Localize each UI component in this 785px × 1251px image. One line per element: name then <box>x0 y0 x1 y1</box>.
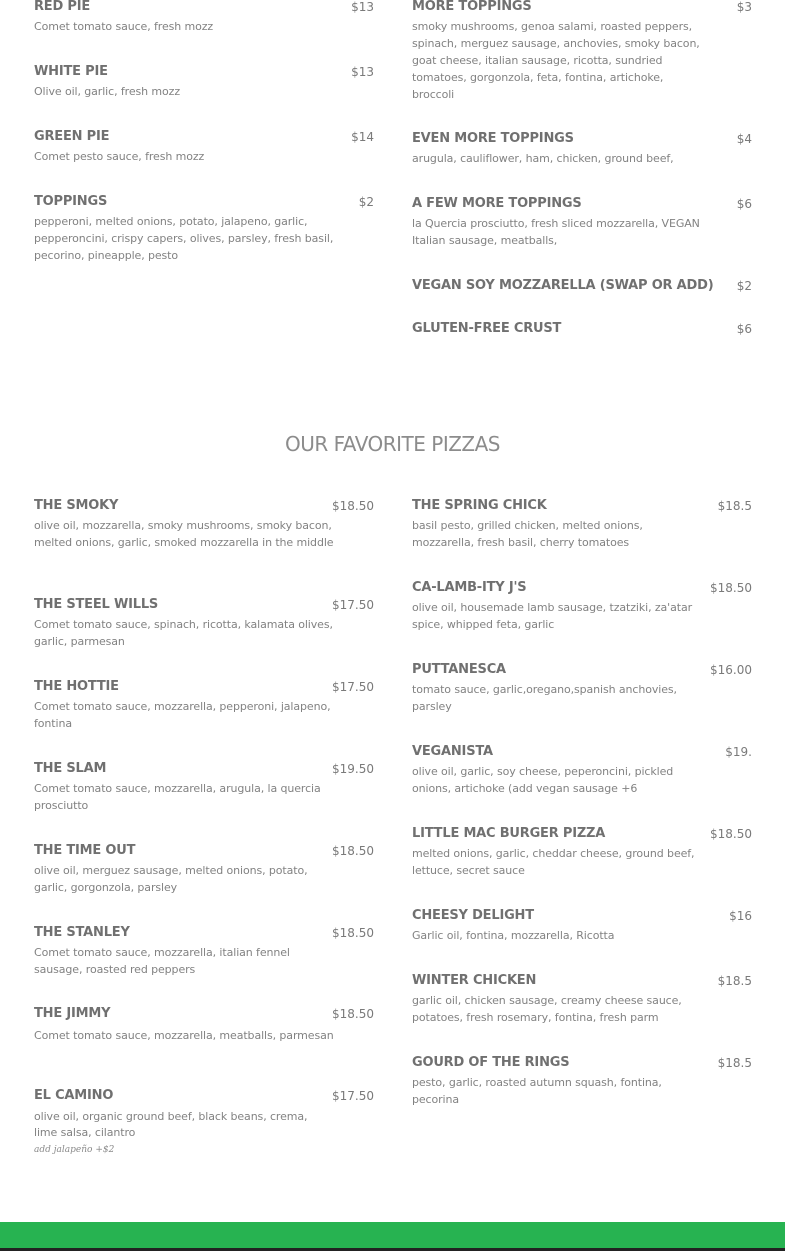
pizza-the-time-out <box>34 843 374 896</box>
item-name: THE SPRING CHICK <box>412 498 547 513</box>
item-name: VEGANISTA <box>412 744 493 759</box>
item-name: LITTLE MAC BURGER PIZZA <box>412 826 606 841</box>
item-description: tomato sauce, garlic,oregano,spanish anchovies, parsley <box>412 683 677 713</box>
item-name: CHEESY DELIGHT <box>412 908 534 923</box>
pizza-little-mac-burger-pizza <box>412 826 752 879</box>
item-price: $18.50 <box>332 499 374 513</box>
item-description: Comet tomato sauce, mozzarella, arugula, la quercia prosciutto <box>34 782 321 812</box>
item-price: $17.50 <box>332 598 374 612</box>
pizza-the-steel-wills <box>34 597 374 650</box>
item-name: VEGAN SOY MOZZARELLA (SWAP OR ADD) <box>412 278 714 293</box>
menu-item-even-more-toppings <box>412 131 752 167</box>
menu-item-green-pie <box>34 129 374 165</box>
item-description: olive oil, organic ground beef, black beans, crema, lime salsa, cilantro <box>34 1110 308 1139</box>
item-name: EVEN MORE TOPPINGS <box>412 131 574 146</box>
item-price: $17.50 <box>332 680 374 694</box>
item-price: $19. <box>725 745 752 759</box>
item-description: olive oil, garlic, soy cheese, peperoncini, pickled onions, artichoke (add vegan sausage +6 <box>412 765 674 795</box>
item-name: THE STANLEY <box>34 925 130 940</box>
pizza-ca-lamb-ity-js <box>412 580 752 633</box>
item-price: $13 <box>351 0 374 14</box>
item-name: THE JIMMY <box>34 1006 111 1021</box>
item-price: $2 <box>736 279 752 293</box>
pizza-the-slam <box>34 761 374 814</box>
item-name: A FEW MORE TOPPINGS <box>412 196 582 211</box>
item-description: Olive oil, garlic, fresh mozz <box>34 85 180 98</box>
item-price: $18.5 <box>717 499 752 513</box>
item-name: TOPPINGS <box>34 194 108 209</box>
item-description: la Quercia prosciutto, fresh sliced mozzarella, VEGAN Italian sausage, meatballs, <box>412 217 700 247</box>
pizza-cheesy-delight <box>412 908 752 944</box>
item-description: Comet tomato sauce, mozzarella, meatballs, parmesan <box>34 1029 334 1042</box>
item-name: THE HOTTIE <box>34 679 119 694</box>
menu-item-a-few-more-toppings <box>412 196 752 249</box>
item-price: $18.5 <box>717 974 752 988</box>
item-name: EL CAMINO <box>34 1088 114 1103</box>
item-name: PUTTANESCA <box>412 662 506 677</box>
section-title: OUR FAVORITE PIZZAS <box>284 432 501 456</box>
pizza-winter-chicken <box>412 973 752 1026</box>
item-name: WHITE PIE <box>34 64 108 79</box>
item-name: GREEN PIE <box>34 129 110 144</box>
menu-item-toppings <box>34 194 374 264</box>
item-description: pesto, garlic, roasted autumn squash, fontina, pecorina <box>412 1076 662 1106</box>
item-price: $17.50 <box>332 1089 374 1103</box>
item-description: Comet tomato sauce, fresh mozz <box>34 20 214 33</box>
item-description: Comet pesto sauce, fresh mozz <box>34 150 205 163</box>
pizza-the-hottie <box>34 679 374 732</box>
item-price: $18.50 <box>710 581 752 595</box>
item-description: Comet tomato sauce, mozzarella, pepperoni, jalapeno, fontina <box>34 700 331 730</box>
item-price: $6 <box>736 322 752 336</box>
item-description: garlic oil, chicken sausage, creamy cheese sauce, potatoes, fresh rosemary, fontina, fresh parm <box>412 994 682 1024</box>
item-name: GOURD OF THE RINGS <box>412 1055 570 1070</box>
item-name: RED PIE <box>34 0 91 14</box>
item-description: olive oil, housemade lamb sausage, tzatziki, za'atar spice, whipped feta, garlic <box>412 601 693 631</box>
pizza-veganista <box>412 744 752 797</box>
menu-item-red-pie <box>34 0 374 35</box>
item-name: THE STEEL WILLS <box>34 597 159 612</box>
item-price: $16 <box>729 909 752 923</box>
item-description: olive oil, mozzarella, smoky mushrooms, smoky bacon, melted onions, garlic, smoked mozzarella in the middle <box>34 519 334 549</box>
item-price: $2 <box>358 195 374 209</box>
item-note: add jalapeño +$2 <box>34 1145 115 1155</box>
footer-bar <box>0 1222 785 1248</box>
item-description: basil pesto, grilled chicken, melted onions, mozzarella, fresh basil, cherry tomatoes <box>412 519 643 549</box>
item-description: arugula, cauliflower, ham, chicken, ground beef, <box>412 152 674 165</box>
menu-item-white-pie <box>34 64 374 100</box>
item-price: $6 <box>736 197 752 211</box>
item-price: $18.5 <box>717 1056 752 1070</box>
item-name: GLUTEN-FREE CRUST <box>412 321 562 336</box>
item-name: THE TIME OUT <box>34 843 136 858</box>
item-price: $3 <box>736 0 752 14</box>
item-name: CA-LAMB-ITY J'S <box>412 580 527 595</box>
item-description: melted onions, garlic, cheddar cheese, ground beef, lettuce, secret sauce <box>412 847 695 877</box>
item-description: Comet tomato sauce, mozzarella, italian fennel sausage, roasted red peppers <box>34 946 290 976</box>
item-description: Garlic oil, fontina, mozzarella, Ricotta <box>412 929 615 942</box>
item-description: pepperoni, melted onions, potato, jalapeno, garlic, pepperoncini, crispy capers, olives, parsley, fresh basil, pecorino, pineapple, pesto <box>34 215 334 262</box>
item-price: $18.50 <box>332 1007 374 1021</box>
item-price: $18.50 <box>710 827 752 841</box>
item-description: olive oil, merguez sausage, melted onions, potato, garlic, gorgonzola, parsley <box>34 864 308 894</box>
menu-item-more-toppings <box>412 0 752 103</box>
item-name: WINTER CHICKEN <box>412 973 537 988</box>
pizza-the-spring-chick <box>412 498 752 551</box>
item-price: $4 <box>736 132 752 146</box>
item-price: $18.50 <box>332 844 374 858</box>
menu-item-vegan-soy-mozzarella <box>412 278 752 294</box>
item-price: $16.00 <box>710 663 752 677</box>
pizza-el-camino <box>34 1088 374 1157</box>
item-name: THE SLAM <box>34 761 107 776</box>
pizza-the-smoky <box>34 498 374 551</box>
pizza-the-stanley <box>34 925 374 978</box>
pizza-gourd-of-the-rings <box>412 1055 752 1108</box>
item-price: $18.50 <box>332 926 374 940</box>
item-price: $19.50 <box>332 762 374 776</box>
item-name: MORE TOPPINGS <box>412 0 532 14</box>
pizza-the-jimmy <box>34 1006 374 1044</box>
item-description: Comet tomato sauce, spinach, ricotta, kalamata olives, garlic, parmesan <box>34 618 333 648</box>
item-description: smoky mushrooms, genoa salami, roasted peppers, spinach, merguez sausage, anchovies, smoky bacon, goat cheese, italian sausage, ricotta, sundried tomatoes, gorgonzola, feta, fontina, artichoke, broccoli <box>412 20 700 101</box>
item-price: $14 <box>351 130 374 144</box>
item-name: THE SMOKY <box>34 498 119 513</box>
menu-item-gluten-free-crust <box>412 321 752 337</box>
item-price: $13 <box>351 65 374 79</box>
pizza-puttanesca <box>412 662 752 715</box>
